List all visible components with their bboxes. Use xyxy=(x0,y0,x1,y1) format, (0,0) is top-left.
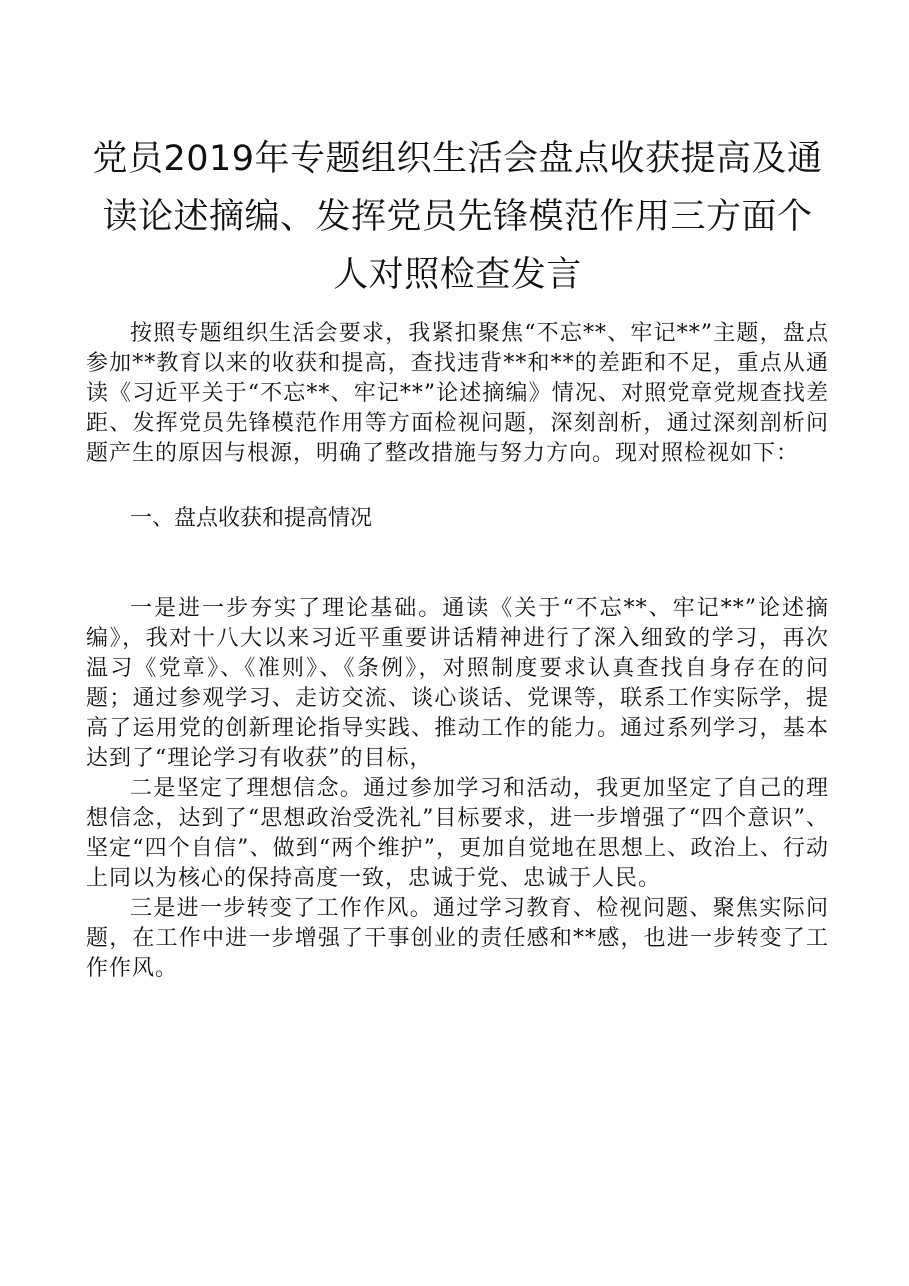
paragraph-ideals: 二是坚定了理想信念。通过参加学习和活动，我更加坚定了自己的理想信念，达到了“思想政治受洗礼”目标要求，进一步增强了“四个意识”、坚定“四个自信”、做到“两个维护”，更加自觉地在思想上、政治上、行动上同以为核心的保持高度一致，忠诚于党、忠诚于人民。 xyxy=(86,776,829,891)
document-title: 党员2019年专题组织生活会盘点收获提高及通读论述摘编、发挥党员先锋模范作用三方面个人对照检查发言 xyxy=(92,139,823,295)
intro-paragraph: 按照专题组织生活会要求，我紧扣聚焦“不忘**、牢记**”主题，盘点参加**教育以来的收获和提高，查找违背**和**的差距和不足，重点从通读《习近平关于“不忘**、牢记**”论述摘编》情况、对照党章党规查找差距、发挥党员先锋模范作用等方面检视问题，深刻剖析，通过深刻剖析问题产生的原因与根源，明确了整改措施与努力方向。现对照检视如下： xyxy=(86,321,829,466)
section-heading: 一、盘点收获和提高情况 xyxy=(130,506,373,531)
paragraph-work-style: 三是进一步转变了工作作风。通过学习教育、检视问题、聚焦实际问题，在工作中进一步增强了干事创业的责任感和**感，也进一步转变了工作作风。 xyxy=(86,896,829,981)
paragraph-theory: 一是进一步夯实了理论基础。通读《关于“不忘**、牢记**”论述摘编》，我对十八大以来习近平重要讲话精神进行了深入细致的学习，再次温习《党章》、《准则》、《条例》，对照制度要求认真查找自身存在的问题；通过参观学习、走访交流、谈心谈话、党课等，联系工作实际学，提高了运用党的创新理论指导实践、推动工作的能力。通过系列学习，基本达到了“理论学习有收获”的目标， xyxy=(86,596,829,771)
section-body xyxy=(86,594,829,984)
